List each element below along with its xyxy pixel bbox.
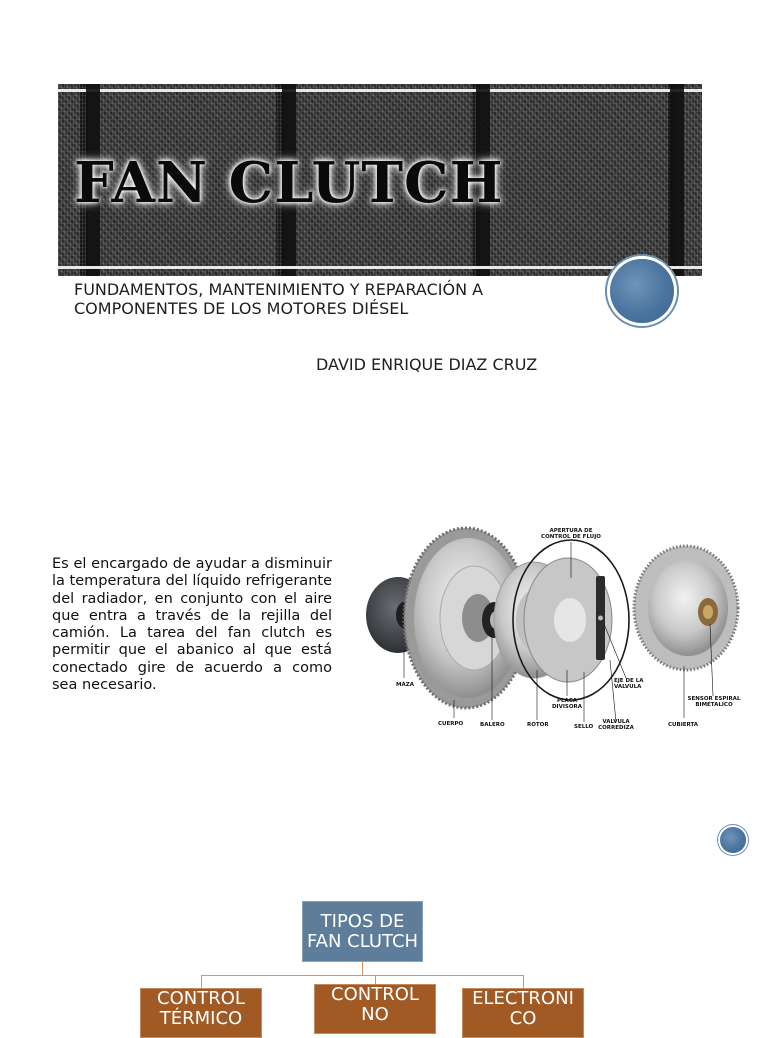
label-maza: MAZA <box>396 682 414 688</box>
label-eje-2: VALVULA <box>614 684 642 690</box>
decorative-circle-icon <box>720 827 746 853</box>
label-sensor: SENSOR ESPIRAL <box>687 696 741 702</box>
cubierta-part <box>634 546 738 670</box>
banner-bottom-stripe <box>58 266 702 269</box>
org-connector <box>201 975 524 976</box>
label-placa: PLACA <box>556 698 578 704</box>
label-balero: BALERO <box>480 722 505 728</box>
label-eje: EJE DE LA <box>614 678 644 684</box>
label-rotor: ROTOR <box>527 722 549 728</box>
author-name: DAVID ENRIQUE DIAZ CRUZ <box>316 355 538 374</box>
org-chart-child-electronico: ELECTRONI CO <box>462 988 584 1038</box>
description-paragraph: Es el encargado de ayudar a disminuir la temperatura del líquido refrigerante del radiador, en conjunto con el aire que entra a través de la rejilla del camión. La tarea del fan clutch es permitir que el abanico al que está conectado gire de acuerdo a como sea necesario. <box>52 556 332 694</box>
slide-title: FAN CLUTCH <box>74 150 504 216</box>
org-chart-root: TIPOS DE FAN CLUTCH <box>302 901 423 962</box>
decorative-circle-icon <box>610 259 674 323</box>
label-apertura: APERTURA DE <box>549 528 593 534</box>
eje-valvula-part <box>598 616 603 621</box>
fan-clutch-exploded-diagram <box>356 520 756 740</box>
label-cuerpo: CUERPO <box>438 721 464 727</box>
label-sello: SELLO <box>574 724 594 730</box>
label-valvula-corrediza-2: CORREDIZA <box>598 725 634 731</box>
org-connector <box>362 962 363 975</box>
org-connector <box>201 975 202 988</box>
org-chart-child-termico: CONTROL TÉRMICO <box>140 988 262 1038</box>
slide-subtitle: FUNDAMENTOS, MANTENIMIENTO Y REPARACIÓN A COMPONENTES DE LOS MOTORES DIÉSEL <box>74 280 484 318</box>
org-chart-child-control-no: CONTROL NO <box>314 984 436 1034</box>
label-valvula-corrediza: VALVULA <box>602 719 630 725</box>
label-placa-2: DIVISORA <box>551 704 583 710</box>
label-cubierta: CUBIERTA <box>668 722 699 728</box>
label-sensor-2: BIMETALICO <box>695 702 733 708</box>
org-connector <box>523 975 524 988</box>
banner-top-stripe <box>58 89 702 92</box>
banner-dark-band <box>670 84 684 276</box>
label-apertura-2: CONTROL DE FLUJO <box>541 534 601 540</box>
